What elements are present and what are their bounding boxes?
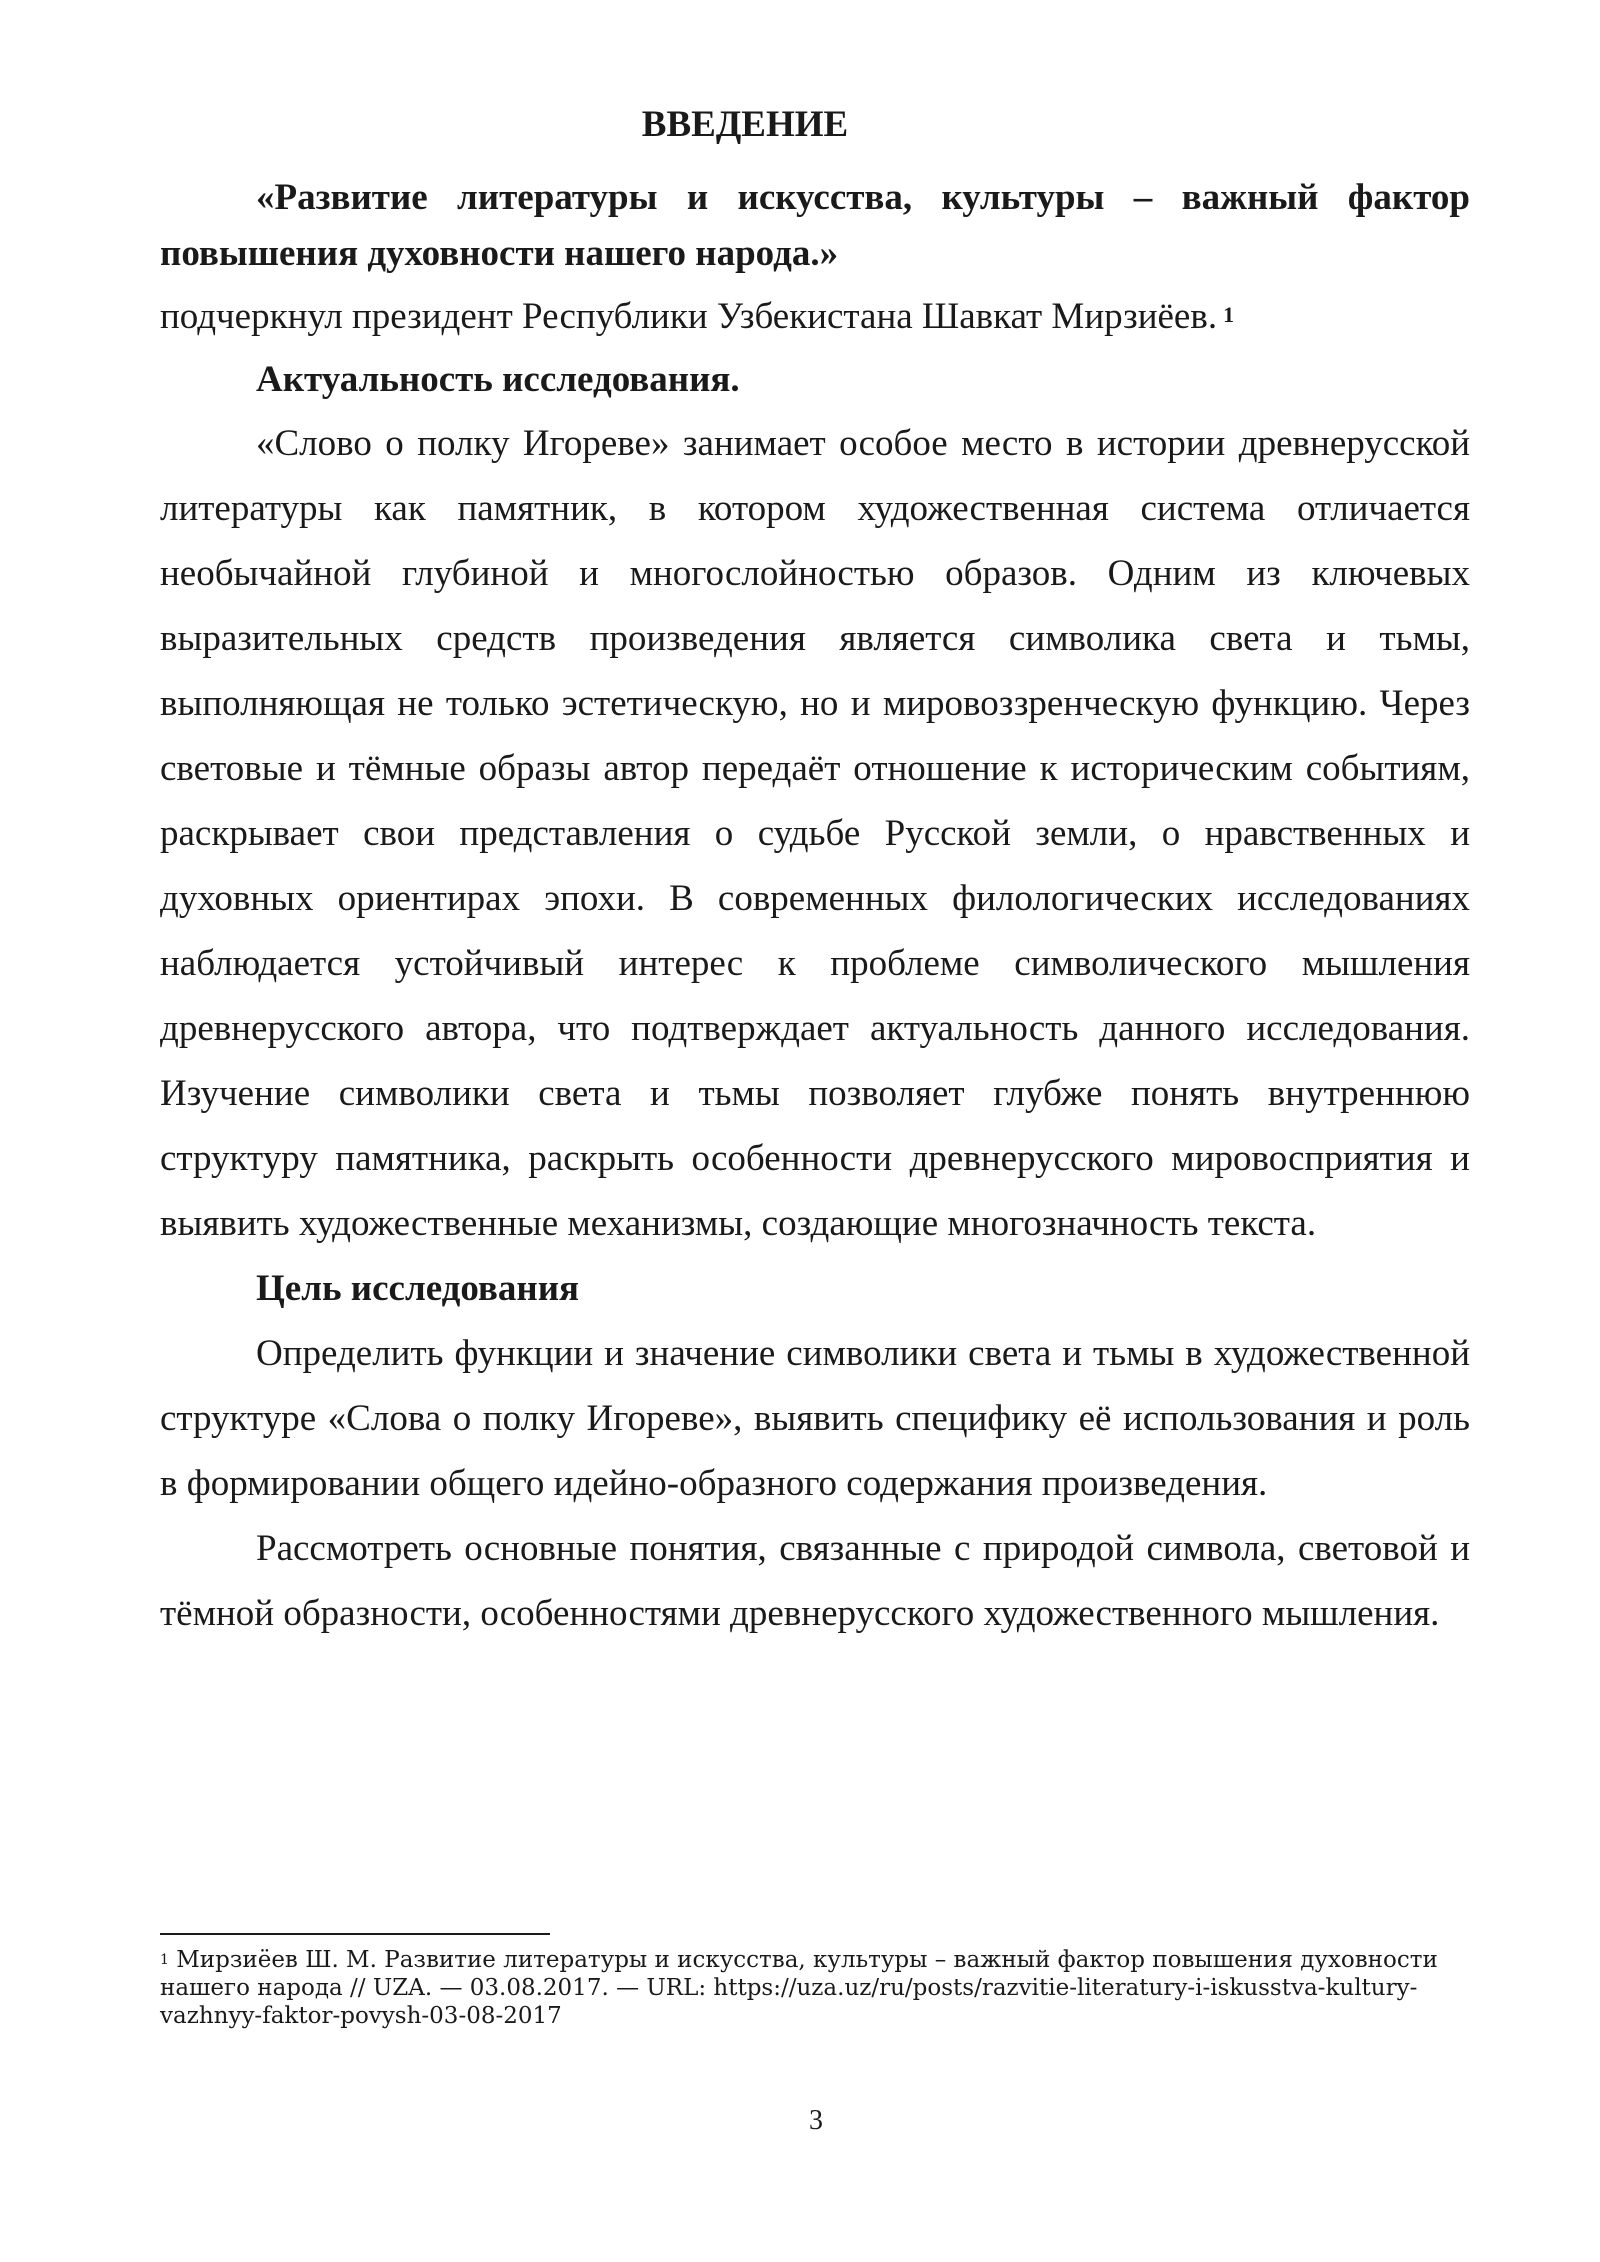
page-number: 3 xyxy=(809,2105,823,2136)
epigraph: «Развитие литературы и искусства, культуры – важный фактор повышения духовности нашего народа.» xyxy=(160,177,1470,274)
footnote-separator xyxy=(160,1933,550,1935)
attribution-text: подчеркнул президент Республики Узбекистана Шавкат Мирзиёев. xyxy=(160,296,1218,337)
section-heading-goal: Цель исследования xyxy=(256,1268,580,1309)
paragraph-goal: Определить функции и значение символики света и тьмы в художественной структуре «Слова о полку Игореве», выявить специфику её использования и роль в формировании общего идейно-образного содержания произведения. xyxy=(160,1333,1470,1504)
document-body xyxy=(160,170,1470,1646)
section-heading-relevance: Актуальность исследования. xyxy=(256,359,740,400)
footnote-number: 1 xyxy=(160,1952,169,1968)
paragraph-relevance: «Слово о полку Игореве» занимает особое место в истории древнерусской литературы как памятник, в котором художественная система отличается необычайной глубиной и многослойностью образов. Одним из ключевых выразительных средств произведения является символика света и тьмы, выполняющая не только эстетическую, но и мировоззренческую функцию. Через световые и тёмные образы автор передаёт отношение к историческим событиям, раскрывает свои представления о судьбе Русской земли, о нравственных и духовных ориентирах эпохи. В современных филологических исследованиях наблюдается устойчивый интерес к проблеме символического мышления древнерусского автора, что подтверждает актуальность данного исследования. Изучение символики света и тьмы позволяет глубже понять внутреннюю структуру памятника, раскрыть особенности древнерусского мировосприятия и выявить художественные механизмы, создающие многозначность текста. xyxy=(160,423,1470,1244)
footnote-reference[interactable]: 1 xyxy=(1223,302,1235,327)
footnote-text: Мирзиёев Ш. М. Развитие литературы и искусства, культуры – важный фактор повышения духовности нашего народа // UZA. — 03.08.2017. — URL: https://uza.uz/ru/posts/razvitie-literatury-i-iskusstva-kultury-vazhnyy-faktor-povysh-03-08-2017 xyxy=(160,1947,1438,2029)
page-title: ВВЕДЕНИЕ xyxy=(641,104,849,145)
paragraph-tasks: Рассмотреть основные понятия, связанные с природой символа, световой и тёмной образности, особенностями древнерусского художественного мышления. xyxy=(160,1528,1470,1634)
footnote xyxy=(160,1946,1450,2030)
epigraph-attribution xyxy=(160,284,1470,349)
